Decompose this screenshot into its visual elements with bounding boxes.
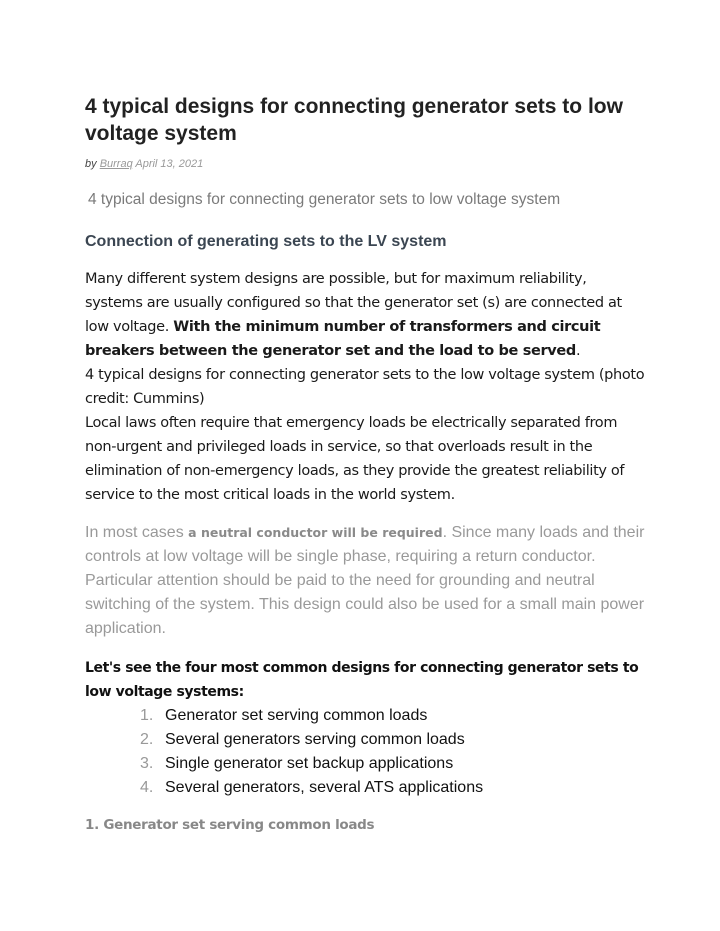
list-item (140, 728, 483, 752)
list-item-number: 2. (140, 731, 154, 748)
list-item (140, 704, 483, 728)
photo-caption: 4 typical designs for connecting generator sets to the low voltage system (photo credit: Cummins) (85, 367, 645, 407)
list-item-label: Single generator set backup applications (165, 755, 454, 772)
paragraph-1 (85, 267, 645, 363)
list-item-number: 4. (140, 779, 154, 796)
byline-prefix: by (85, 158, 97, 170)
body-text (85, 267, 645, 507)
article-subtitle: 4 typical designs for connecting generator sets to low voltage system (88, 191, 561, 208)
list-item (140, 776, 483, 800)
list-item (140, 752, 483, 776)
byline (85, 158, 203, 170)
list-item-label: Several generators, several ATS applications (165, 779, 484, 796)
author-link[interactable]: Burraq (99, 158, 133, 170)
paragraph-1-end: . (575, 343, 581, 359)
designs-list (140, 704, 483, 800)
list-lead: Let's see the four most common designs for connecting generator sets to low voltage systems: (85, 660, 639, 700)
paragraph-1-bold: With the minimum number of transformers and circuit breakers between the generator set and the load to be served (85, 319, 601, 359)
section-1-heading: 1. Generator set serving common loads (85, 817, 375, 833)
gray-paragraph (85, 521, 645, 641)
page-title: 4 typical designs for connecting generator sets to low voltage system (85, 95, 623, 145)
paragraph-1-text: Many different system designs are possible, but for maximum reliability, systems are usually configured so that the generator set (s) are connected at low voltage. (85, 271, 622, 335)
publish-date: April 13, 2021 (135, 158, 204, 170)
gray-paragraph-start: In most cases (85, 524, 184, 541)
paragraph-2: Local laws often require that emergency loads be electrically separated from non-urgent and privileged loads in service, so that overloads result in the elimination of non-emergency loads, as they provide the greatest reliability of service to the most critical loads in the world system. (85, 415, 625, 503)
list-item-label: Several generators serving common loads (165, 731, 465, 748)
section-heading: Connection of generating sets to the LV system (85, 233, 447, 250)
gray-paragraph-bold: a neutral conductor will be required (188, 525, 443, 540)
list-item-label: Generator set serving common loads (165, 707, 428, 724)
gray-paragraph-rest: . Since many loads and their controls at low voltage will be single phase, requiring a return conductor. Particular attention should be paid to the need for grounding and neutral switching of the system. This design could also be used for a small main power application. (85, 524, 645, 637)
list-item-number: 3. (140, 755, 154, 772)
list-item-number: 1. (140, 707, 154, 724)
